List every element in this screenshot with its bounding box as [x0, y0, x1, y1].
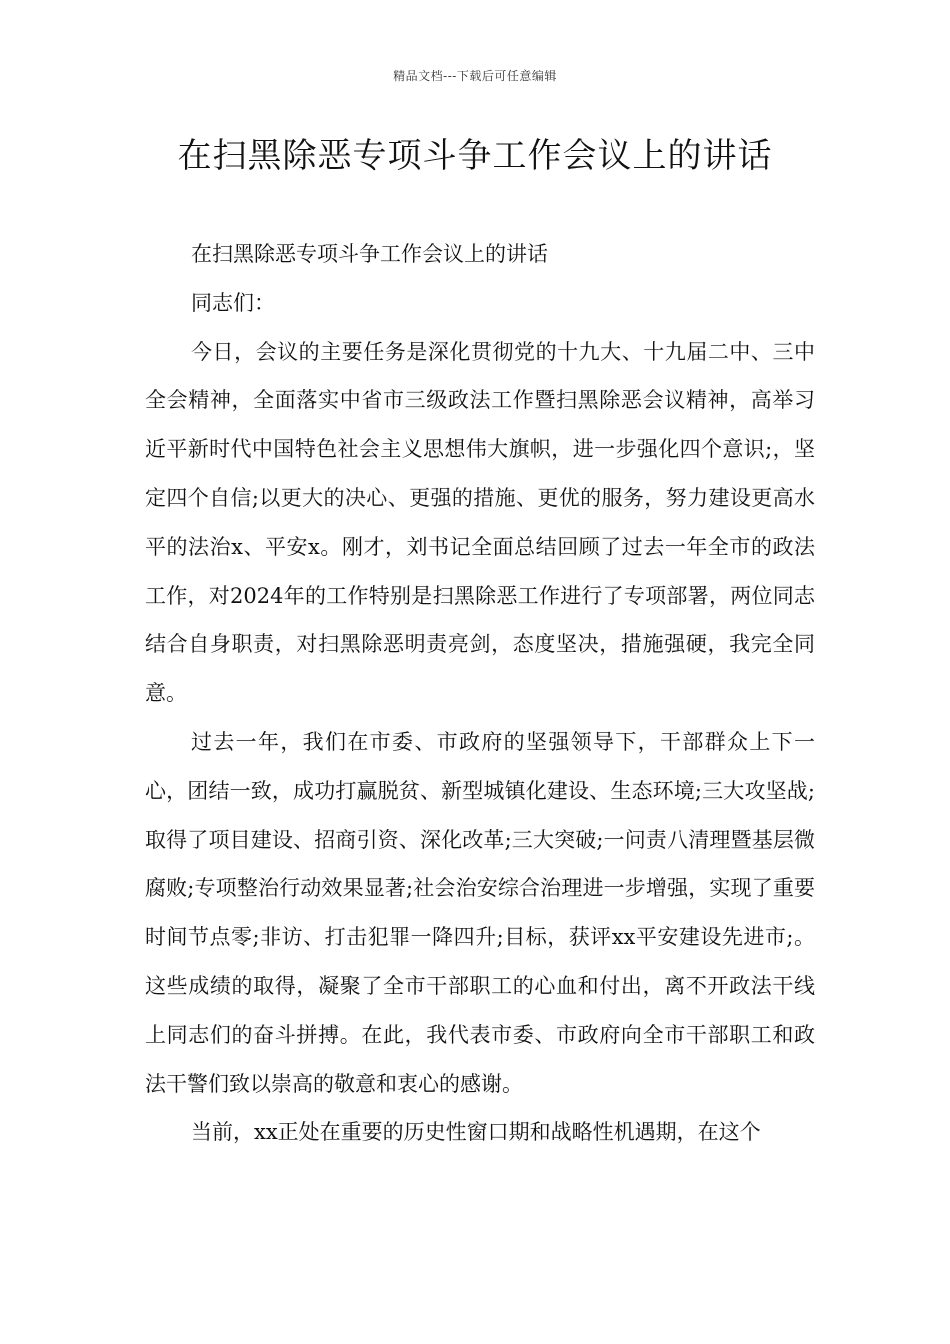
- paragraph-body-3: 当前，xx正处在重要的历史性窗口期和战略性机遇期，在这个: [191, 1120, 761, 1145]
- paragraph-subtitle: 在扫黑除恶专项斗争工作会议上的讲话: [191, 242, 548, 266]
- paragraph-salutation: 同志们：: [191, 290, 275, 315]
- paragraph-body-2: 过去一年，我们在市委、市政府的坚强领导下，干部群众上下一心，团结一致，成功打赢脱贫、新型城镇化建设、生态环境;三大攻坚战;取得了项目建设、招商引资、深化改革;三大突破;一问责八清理暨基层微腐败;专项整治行动效果显著;社会治安综合治理进一步增强，实现了重要时间节点零;非访、打击犯罪一降四升;目标，获评xx平安建设先进市;。这些成绩的取得，凝聚了全市干部职工的心血和付出，离不开政法干线上同志们的奋斗拼搏。在此，我代表市委、市政府向全市干部职工和政法干警们致以崇高的敬意和衷心的感谢。: [145, 729, 815, 1096]
- header-note: 精品文档---下载后可任意编辑: [393, 69, 557, 83]
- paragraph-body-1: 今日，会议的主要任务是深化贯彻党的十九大、十九届二中、三中全会精神，全面落实中省市三级政法工作暨扫黑除恶会议精神，高举习近平新时代中国特色社会主义思想伟大旗帜，进一步强化四个意识;，坚定四个自信;以更大的决心、更强的措施、更优的服务，努力建设更高水平的法治x、平安x。刚才，刘书记全面总结回顾了过去一年全市的政法工作，对2024年的工作特别是扫黑除恶工作进行了专项部署，两位同志结合自身职责，对扫黑除恶明责亮剑，态度坚决，措施强硬，我完全同意。: [145, 339, 815, 706]
- document-title: 在扫黑除恶专项斗争工作会议上的讲话: [177, 136, 773, 176]
- document-body: [145, 230, 815, 1157]
